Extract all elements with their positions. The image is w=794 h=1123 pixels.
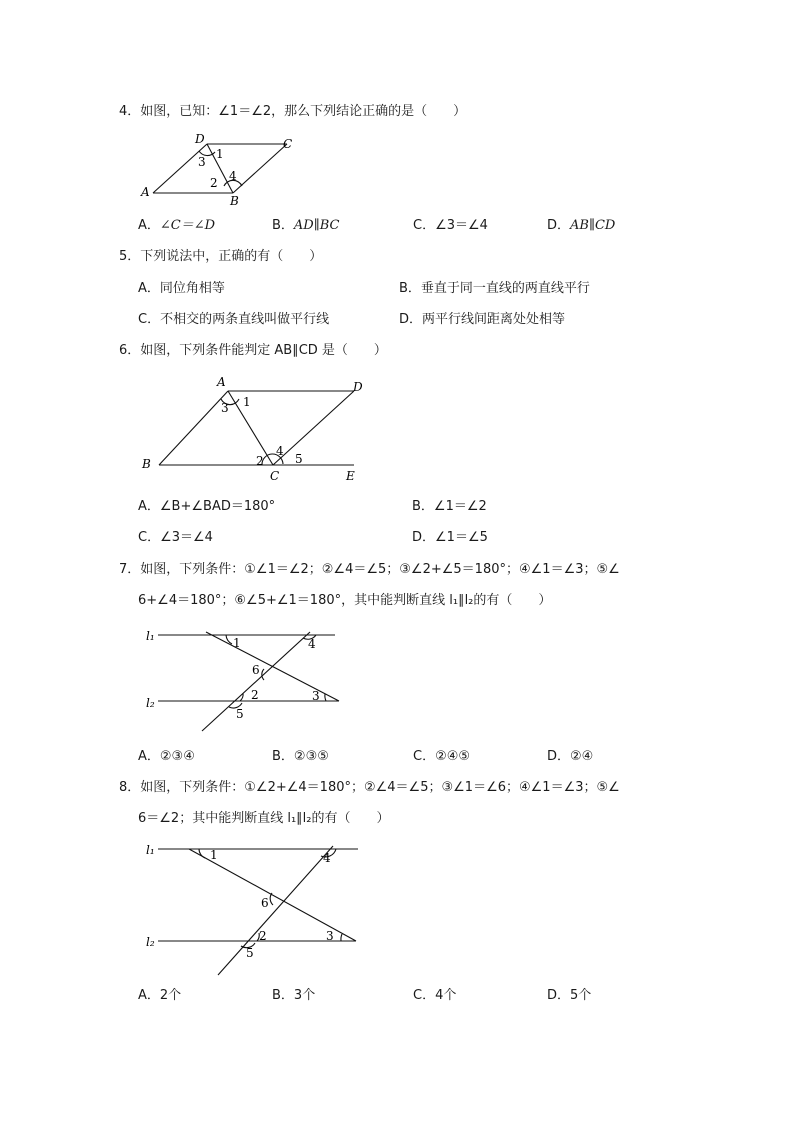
- q8-angle-1: 1: [210, 848, 218, 862]
- q4-angle-2: 2: [210, 176, 218, 190]
- q5-stem: 5．下列说法中，正确的有（ ）: [119, 249, 323, 264]
- q5-option-b[interactable]: [399, 281, 590, 297]
- q7-angle-3: 3: [312, 689, 320, 703]
- q8-option-c[interactable]: [413, 988, 456, 1004]
- option-letter: D．: [547, 988, 571, 1003]
- option-letter: B．: [399, 281, 421, 296]
- q6-label-B: B: [142, 457, 151, 471]
- option-letter: D．: [399, 312, 423, 327]
- option-letter: A．: [138, 988, 160, 1003]
- option-letter: B．: [412, 499, 434, 514]
- q7-angle-1: 1: [233, 636, 241, 650]
- q7-label-l1: l₁: [146, 629, 155, 643]
- q8-option-a[interactable]: [138, 988, 181, 1004]
- option-text: ∠B+∠BAD＝180°: [159, 499, 276, 514]
- q8-transversal-45: [218, 846, 333, 975]
- option-letter: D．: [547, 218, 571, 233]
- q7-transversal-45: [202, 632, 310, 731]
- option-text: 3个: [293, 988, 316, 1003]
- q4-label-C: C: [283, 137, 293, 151]
- q6-stem: 6．如图，下列条件能判定 AB∥CD 是（ ）: [119, 343, 387, 358]
- q8-label-l1: l₁: [146, 843, 155, 857]
- option-text: 垂直于同一直线的两直线平行: [420, 281, 590, 296]
- q6-option-c[interactable]: [138, 530, 213, 546]
- option-text: ∠3＝∠4: [435, 218, 488, 233]
- q6-segment-cd: [273, 391, 354, 465]
- option-letter: C．: [138, 530, 161, 545]
- option-text: ∠C＝∠D: [159, 218, 216, 233]
- q8-label-l2: l₂: [146, 935, 155, 949]
- option-text: 同位角相等: [159, 281, 225, 296]
- q7-figure: [140, 625, 350, 737]
- option-text: ∠1＝∠5: [435, 530, 488, 545]
- q6-label-E: E: [346, 469, 355, 483]
- option-text: ②③④: [159, 749, 195, 764]
- q6-angle-1: 1: [243, 395, 251, 409]
- q8-angle-6: 6: [261, 896, 269, 910]
- option-text: AB∥CD: [570, 218, 616, 233]
- q6-option-a[interactable]: [138, 499, 275, 515]
- q4-option-b[interactable]: [272, 218, 339, 234]
- q7-option-c[interactable]: [413, 749, 470, 765]
- option-text: 4个: [435, 988, 457, 1003]
- q8-option-b[interactable]: [272, 988, 315, 1004]
- q7-angle-6: 6: [252, 663, 260, 677]
- q6-angle-5: 5: [295, 452, 303, 466]
- option-text: 5个: [570, 988, 592, 1003]
- option-letter: B．: [272, 988, 294, 1003]
- option-letter: C．: [413, 749, 436, 764]
- q7-angle-arc-3: [325, 694, 326, 701]
- q4-angle-4: 4: [229, 169, 237, 183]
- q7-angle-2: 2: [251, 688, 259, 702]
- option-text: AD∥BC: [293, 218, 340, 233]
- option-text: 不相交的两条直线叫做平行线: [160, 312, 330, 327]
- q6-angle-2: 2: [256, 454, 264, 468]
- q4-label-D: D: [195, 132, 205, 146]
- q8-angle-4: 4: [323, 851, 331, 865]
- q6-label-A: A: [217, 375, 226, 389]
- q7-angle-4: 4: [308, 637, 316, 651]
- q6-label-D: D: [353, 380, 363, 394]
- q7-option-a[interactable]: [138, 749, 195, 765]
- q4-angle-1: 1: [216, 147, 224, 161]
- option-text: ②④⑤: [435, 749, 471, 764]
- q4-parallelogram-figure: [140, 134, 310, 210]
- q7-angle-5: 5: [236, 707, 244, 721]
- q7-stem-line2: 6+∠4＝180°；⑥∠5+∠1＝180°，其中能判断直线 l₁∥l₂的有（ ）: [138, 593, 552, 608]
- q6-figure: [140, 374, 370, 486]
- option-letter: A．: [138, 281, 160, 296]
- q8-angle-3: 3: [326, 929, 334, 943]
- q8-angle-5: 5: [246, 946, 254, 960]
- q4-option-c[interactable]: [413, 218, 488, 234]
- q5-option-c[interactable]: [138, 312, 329, 328]
- q7-option-d[interactable]: [547, 749, 593, 765]
- option-text: ②④: [570, 749, 594, 764]
- q6-angle-3: 3: [221, 401, 229, 415]
- q6-label-C: C: [270, 469, 280, 483]
- option-letter: A．: [138, 218, 160, 233]
- option-letter: A．: [138, 749, 160, 764]
- q8-figure: [140, 840, 370, 980]
- q7-stem-line1: 7．如图，下列条件：①∠1＝∠2；②∠4＝∠5；③∠2+∠5＝180°；④∠1＝∠3；⑤∠: [119, 562, 620, 577]
- q6-segment-ab: [159, 391, 228, 465]
- q4-option-a[interactable]: [138, 218, 215, 234]
- option-text: ∠3＝∠4: [160, 530, 213, 545]
- q6-option-b[interactable]: [412, 499, 487, 515]
- option-letter: A．: [138, 499, 160, 514]
- option-text: ∠1＝∠2: [433, 499, 487, 514]
- q8-angle-2: 2: [259, 929, 267, 943]
- q8-stem-line1: 8．如图，下列条件：①∠2+∠4＝180°；②∠4＝∠5；③∠1＝∠6；④∠1＝∠3；⑤∠: [119, 780, 620, 795]
- q5-option-a[interactable]: [138, 281, 225, 297]
- q4-option-d[interactable]: [547, 218, 615, 234]
- q7-label-l2: l₂: [146, 696, 155, 710]
- option-letter: D．: [547, 749, 571, 764]
- q4-side-bc: [233, 144, 287, 193]
- q8-option-d[interactable]: [547, 988, 591, 1004]
- option-letter: C．: [413, 988, 436, 1003]
- q5-option-d[interactable]: [399, 312, 565, 328]
- option-letter: C．: [138, 312, 161, 327]
- q8-angle-arc-3: [341, 934, 342, 941]
- option-letter: C．: [413, 218, 436, 233]
- q4-label-B: B: [230, 194, 239, 208]
- option-letter: B．: [272, 218, 294, 233]
- option-text: 2个: [159, 988, 182, 1003]
- q8-angle-arc-1: [199, 849, 205, 858]
- q6-angle-4: 4: [276, 444, 284, 458]
- q4-stem: 4．如图，已知：∠1＝∠2，那么下列结论正确的是（ ）: [119, 104, 467, 119]
- q8-stem-line2: 6＝∠2；其中能判断直线 l₁∥l₂的有（ ）: [138, 811, 390, 826]
- q7-option-b[interactable]: [272, 749, 329, 765]
- q4-label-A: A: [141, 185, 150, 199]
- option-letter: D．: [412, 530, 436, 545]
- option-text: 两平行线间距离处处相等: [422, 312, 566, 327]
- q8-transversal-13: [189, 849, 356, 941]
- option-text: ②③⑤: [293, 749, 329, 764]
- q4-angle-3: 3: [198, 155, 206, 169]
- option-letter: B．: [272, 749, 294, 764]
- q6-option-d[interactable]: [412, 530, 488, 546]
